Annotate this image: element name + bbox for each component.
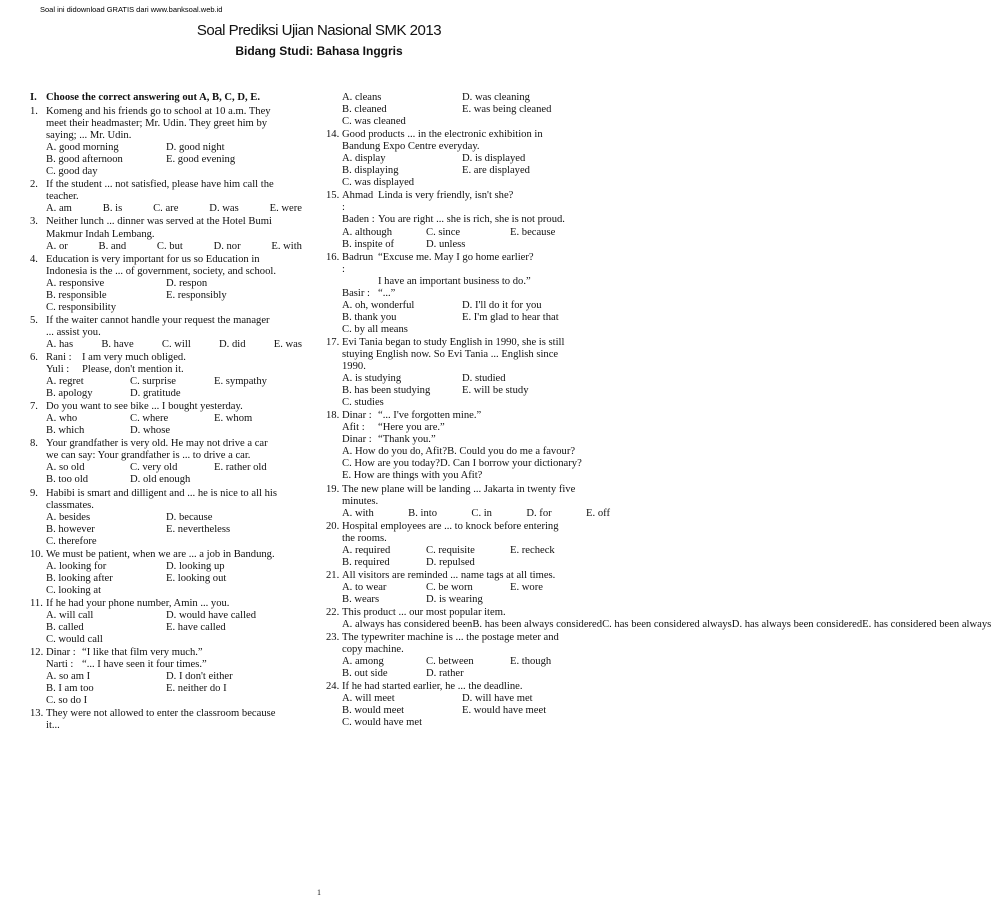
question-number: 22. xyxy=(326,606,340,618)
question-stem-line: 1990. xyxy=(342,361,366,373)
page-title: Soal Prediksi Ujian Nasional SMK 2013 xyxy=(196,22,442,39)
question-item xyxy=(326,129,610,189)
answer-options xyxy=(342,545,610,569)
question-body xyxy=(46,708,302,732)
question-item xyxy=(326,484,610,520)
answer-option: A. display xyxy=(342,153,386,165)
dialog-line: I am very much obliged. xyxy=(82,351,186,363)
answer-options xyxy=(46,512,302,548)
right-column xyxy=(326,92,991,730)
answer-option: E. sympathy xyxy=(214,376,267,388)
answer-options xyxy=(342,153,610,189)
dialog-speaker: Narti : xyxy=(46,659,74,671)
dialog-speaker: Badrun : xyxy=(342,251,374,275)
answer-options xyxy=(46,278,302,314)
answer-option: E. was xyxy=(273,338,302,350)
answer-option: A. oh, wonderful xyxy=(342,299,415,311)
question-number: 9. xyxy=(30,487,38,499)
answer-option: E. looking out xyxy=(166,572,227,584)
question-number: 5. xyxy=(30,314,38,326)
answer-option: A. responsive xyxy=(46,277,105,289)
answer-option: D. did xyxy=(219,338,246,350)
answer-options xyxy=(46,339,302,351)
question-body xyxy=(46,549,302,597)
answer-option: B. required xyxy=(342,556,390,568)
answer-option: D. for xyxy=(526,507,552,519)
question-item xyxy=(326,632,610,680)
dialog-line: “Here you are.” xyxy=(378,422,445,434)
answer-option: C. studies xyxy=(342,397,384,409)
answer-option: B. have xyxy=(101,338,134,350)
question-stem-line: Makmur Indah Lembang. xyxy=(46,228,155,240)
question-stem-line: They were not allowed to enter the classroom because xyxy=(46,708,276,720)
answer-option: A. will call xyxy=(46,609,94,621)
answer-option: B. and xyxy=(98,240,127,252)
question-item xyxy=(30,216,302,252)
dialog xyxy=(342,410,610,446)
answer-option: C. between xyxy=(426,656,474,668)
dialog-line: “Thank you.” xyxy=(378,434,436,446)
dialog-speaker: Basir : xyxy=(342,287,370,299)
question-item xyxy=(30,598,302,646)
answer-option: B. out side xyxy=(342,668,388,680)
question-number: 13. xyxy=(30,708,44,720)
answer-option: C. since xyxy=(426,226,461,238)
question-stem-line: Komeng and his friends go to school at 10 a.m. They xyxy=(46,106,271,118)
question-body xyxy=(342,484,610,520)
answer-option: B. too old xyxy=(46,474,89,486)
answer-option: B. however xyxy=(46,523,95,535)
answer-option: A. How do you do, Afit? xyxy=(342,446,448,458)
question-number: 2. xyxy=(30,179,38,191)
question-stem-line: The new plane will be landing ... Jakarta in twenty five xyxy=(342,483,576,495)
question-item xyxy=(326,410,610,482)
answer-options xyxy=(46,462,302,486)
answer-options xyxy=(342,446,610,482)
question-number: 16. xyxy=(326,251,340,263)
answer-option: E. with xyxy=(271,240,302,252)
answer-option: C. will xyxy=(161,338,191,350)
answer-option: E. have called xyxy=(166,622,226,634)
answer-option: B. is xyxy=(102,203,123,215)
question-body xyxy=(342,410,610,482)
answer-option: B. wears xyxy=(342,593,380,605)
question-body xyxy=(46,315,302,351)
answer-option: B. looking after xyxy=(46,572,113,584)
answer-option xyxy=(510,594,610,606)
answer-option: D. studied xyxy=(462,373,506,385)
left-column xyxy=(30,92,302,733)
answer-option: A. always has considered been xyxy=(342,619,473,631)
page-subtitle: Bidang Studi: Bahasa Inggris xyxy=(235,44,403,58)
question-item xyxy=(30,315,302,351)
dialog-line: Please, don't mention it. xyxy=(82,364,184,376)
question-number: 15. xyxy=(326,190,340,202)
answer-option: A. required xyxy=(342,544,391,556)
question-stem-line: The typewriter machine is ... the postage meter and xyxy=(342,632,559,644)
dialog-line: “I like that film very much.” xyxy=(82,647,203,659)
question-stem-line: Habibi is smart and dilligent and ... he is nice to all his xyxy=(46,487,277,499)
answer-options xyxy=(342,508,610,520)
question-stem-line: Neither lunch ... dinner was served at the Hotel Bumi xyxy=(46,216,272,228)
answer-option: D. Can I borrow your dictionary? xyxy=(439,458,582,470)
dialog xyxy=(46,352,302,376)
answer-option: C. would have met xyxy=(342,717,423,729)
question-item xyxy=(30,254,302,314)
answer-option: B. apology xyxy=(46,388,93,400)
answer-option: A. looking for xyxy=(46,560,107,572)
question-item xyxy=(326,92,610,128)
question-item xyxy=(326,521,610,569)
question-body xyxy=(46,179,302,215)
answer-option: A. cleans xyxy=(342,92,382,103)
question-stem-line: If the student ... not satisfied, please have him call the xyxy=(46,179,274,191)
question-stem-line: ... assist you. xyxy=(46,326,101,338)
answer-option: D. looking up xyxy=(166,560,225,572)
answer-option: E. because xyxy=(510,226,556,238)
question-stem-line: Hospital employees are ... to knock before entering xyxy=(342,520,559,532)
answer-option: B. displaying xyxy=(342,165,399,177)
answer-option: A. or xyxy=(46,240,68,252)
answer-option: E. was being cleaned xyxy=(462,104,552,116)
answer-option: C. are xyxy=(153,203,179,215)
answer-option: D. nor xyxy=(213,240,241,252)
answer-option: B. called xyxy=(46,622,84,634)
answer-options xyxy=(46,241,302,253)
answer-option: C. was cleaned xyxy=(342,116,406,128)
question-item xyxy=(30,106,302,178)
answer-option: E. responsibly xyxy=(166,289,227,301)
answer-option: D. old enough xyxy=(130,474,191,486)
answer-option: A. will meet xyxy=(342,693,395,705)
question-stem-line: Good products ... in the electronic exhibition in xyxy=(342,129,543,141)
answer-option: D. whose xyxy=(130,425,171,437)
answer-option: D. will have met xyxy=(462,693,533,705)
answer-option: A. among xyxy=(342,656,384,668)
answer-option: E. has considered been always xyxy=(862,619,991,631)
answer-option: C. requisite xyxy=(426,544,475,556)
question-number: 4. xyxy=(30,253,38,265)
answer-options xyxy=(342,656,610,680)
answer-option: B. would meet xyxy=(342,705,405,717)
answer-option: A. although xyxy=(342,226,393,238)
answer-options xyxy=(342,693,610,729)
question-body xyxy=(46,401,302,437)
question-stem-line: Do you want to see bike ... I bought yesterday. xyxy=(46,401,243,413)
dialog-speaker: Yuli : xyxy=(46,364,70,376)
answer-options xyxy=(46,561,302,597)
question-body xyxy=(342,252,610,336)
question-body xyxy=(342,129,610,189)
question-body xyxy=(342,92,610,128)
answer-option: C. be worn xyxy=(426,581,473,593)
answer-option: A. am xyxy=(46,203,72,215)
question-stem-line: we can say: Your grandfather is ... to drive a car. xyxy=(46,450,251,462)
question-stem-line: it... xyxy=(46,720,60,732)
question-item xyxy=(326,681,610,729)
question-body xyxy=(342,570,610,606)
answer-option: C. very old xyxy=(130,462,178,474)
answer-options xyxy=(46,671,302,707)
question-stem-line: Indonesia is the ... of government, society, and school. xyxy=(46,265,276,277)
question-body xyxy=(46,106,302,178)
answer-option: C. has been considered always xyxy=(602,619,732,631)
question-number: 10. xyxy=(30,548,44,560)
answer-option: E. nevertheless xyxy=(166,523,231,535)
question-number: 24. xyxy=(326,681,340,693)
question-number: 12. xyxy=(30,647,44,659)
dialog xyxy=(342,190,610,226)
answer-option: A. with xyxy=(342,507,374,519)
answer-option: D. has always been considered xyxy=(731,619,863,631)
dialog-speaker: Afit : xyxy=(342,422,365,434)
answer-options xyxy=(46,610,302,646)
dialog-speaker: Rani : xyxy=(46,351,72,363)
answer-option: A. good morning xyxy=(46,142,119,154)
answer-option: D. was cleaning xyxy=(462,92,530,103)
answer-option: C. looking at xyxy=(46,584,102,596)
answer-option: E. whom xyxy=(214,413,253,425)
question-stem-line: All visitors are reminded ... name tags at all times. xyxy=(342,569,556,581)
answer-option xyxy=(214,425,302,437)
question-stem-line: minutes. xyxy=(342,495,379,507)
answer-option: B. cleaned xyxy=(342,104,387,116)
answer-option: B. which xyxy=(46,425,85,437)
dialog xyxy=(46,647,302,671)
answer-option xyxy=(510,668,610,680)
answer-option xyxy=(510,557,610,569)
answer-option: E. though xyxy=(510,656,552,668)
answer-option: B. into xyxy=(408,507,437,519)
question-stem-line: saying; ... Mr. Udin. xyxy=(46,130,132,142)
section-number: I. xyxy=(30,92,37,103)
section-instruction: Choose the correct answering out A, B, C, D, E. xyxy=(46,92,261,103)
dialog-line: “... I've forgotten mine.” xyxy=(378,410,482,422)
question-item xyxy=(326,252,610,336)
question-stem-line: copy machine. xyxy=(342,644,404,656)
question-item xyxy=(30,179,302,215)
question-number: 11. xyxy=(30,597,43,609)
question-number: 23. xyxy=(326,632,340,644)
answer-option xyxy=(214,388,302,400)
dialog-line: Linda is very friendly, isn't she? xyxy=(378,190,514,202)
answer-option: B. I am too xyxy=(46,683,94,695)
question-item xyxy=(30,401,302,437)
question-item xyxy=(326,606,991,631)
answer-options xyxy=(342,227,610,251)
answer-option: A. so am I xyxy=(46,671,91,683)
section-header xyxy=(30,92,302,104)
answer-options xyxy=(46,413,302,437)
answer-option: A. to wear xyxy=(342,581,387,593)
question-number: 21. xyxy=(326,569,340,581)
answer-option: D. rather xyxy=(426,668,464,680)
answer-option: D. unless xyxy=(426,238,466,250)
dialog-speaker xyxy=(342,276,378,288)
answer-options xyxy=(46,142,302,178)
dialog-speaker: Ahmad : xyxy=(342,190,374,214)
answer-option: C. good day xyxy=(46,166,98,178)
question-stem-line: teacher. xyxy=(46,191,79,203)
answer-option: E. neither do I xyxy=(166,683,227,695)
answer-option: C. by all means xyxy=(342,323,408,335)
answer-option: D. is wearing xyxy=(426,593,483,605)
question-body xyxy=(46,352,302,400)
dialog-speaker: Baden : xyxy=(342,214,375,226)
question-stem-line: stuying English now. So Evi Tania ... English since xyxy=(342,348,559,360)
question-stem-line: the rooms. xyxy=(342,532,387,544)
answer-option: A. who xyxy=(46,413,78,425)
answer-option: A. besides xyxy=(46,511,91,523)
question-body xyxy=(342,190,610,250)
answer-option: A. regret xyxy=(46,376,84,388)
answer-option: C. would call xyxy=(46,634,103,646)
answer-options xyxy=(342,373,610,409)
question-body xyxy=(46,647,302,707)
answer-option: E. are displayed xyxy=(462,165,530,177)
dialog-line: I have an important business to do.” xyxy=(378,275,531,287)
answer-options xyxy=(46,203,302,215)
answer-option: C. How are you today? xyxy=(342,458,440,470)
question-number: 6. xyxy=(30,351,38,363)
answer-option: D. because xyxy=(166,511,213,523)
answer-option: E. recheck xyxy=(510,544,555,556)
dialog-speaker: Dinar : xyxy=(342,434,372,446)
dialog-line: “...” xyxy=(378,287,396,299)
dialog-speaker: Dinar : xyxy=(46,647,76,659)
answer-option: D. good night xyxy=(166,142,225,154)
answer-option: D. repulsed xyxy=(426,556,475,568)
question-item xyxy=(326,337,610,409)
answer-option: B. has been always considered xyxy=(472,619,603,631)
answer-option: E. would have meet xyxy=(462,705,547,717)
page-number: 1 xyxy=(317,888,321,897)
answer-option: A. has xyxy=(46,338,74,350)
answer-option: C. responsibility xyxy=(46,301,117,313)
question-number: 14. xyxy=(326,129,340,141)
answer-option: D. I'll do it for you xyxy=(462,299,542,311)
question-item xyxy=(326,570,610,606)
answer-option: D. respon xyxy=(166,277,208,289)
answer-option: D. was xyxy=(209,203,239,215)
question-stem-line: We must be patient, when we are ... a job in Bandung. xyxy=(46,548,275,560)
answer-options xyxy=(342,619,991,631)
question-number: 1. xyxy=(30,106,38,118)
question-stem-line: meet their headmaster; Mr. Udin. They greet him by xyxy=(46,118,268,130)
question-stem-line: If he had started earlier, he ... the deadline. xyxy=(342,681,523,693)
answer-option: C. but xyxy=(156,240,183,252)
question-item xyxy=(326,190,610,250)
question-number xyxy=(326,92,342,128)
question-stem-line: This product ... our most popular item. xyxy=(342,606,506,618)
answer-option: D. I don't either xyxy=(166,671,233,683)
answer-options xyxy=(342,92,610,128)
question-number: 19. xyxy=(326,483,340,495)
question-item xyxy=(30,647,302,707)
question-stem-line: Education is very important for us so Education in xyxy=(46,253,260,265)
question-body xyxy=(342,337,610,409)
answer-option: B. inspite of xyxy=(342,238,395,250)
question-number: 20. xyxy=(326,520,340,532)
question-body xyxy=(342,681,610,729)
answer-option: B. good afternoon xyxy=(46,154,123,166)
answer-option: A. is studying xyxy=(342,373,402,385)
answer-options xyxy=(46,376,302,400)
answer-option: C. in xyxy=(471,507,492,519)
question-number: 3. xyxy=(30,216,38,228)
question-stem-line: If he had your phone number, Amin ... you. xyxy=(46,597,230,609)
question-body xyxy=(46,254,302,314)
answer-option: E. off xyxy=(586,507,610,519)
answer-option xyxy=(510,239,610,251)
question-body xyxy=(342,521,610,569)
answer-option: D. is displayed xyxy=(462,153,526,165)
question-body xyxy=(46,598,302,646)
answer-option: C. where xyxy=(130,413,169,425)
answer-options xyxy=(342,300,610,336)
dialog-line: You are right ... she is rich, she is not proud. xyxy=(378,214,565,226)
source-note: Soal ini didownload GRATIS dari www.banksoal.web.id xyxy=(40,5,223,14)
question-number: 17. xyxy=(326,336,340,348)
dialog-line: “... I have seen it four times.” xyxy=(82,659,207,671)
answer-option: D. would have called xyxy=(166,609,257,621)
question-item xyxy=(30,549,302,597)
answer-option xyxy=(214,474,302,486)
question-item xyxy=(30,352,302,400)
question-stem-line: Bandung Expo Centre everyday. xyxy=(342,141,480,153)
answer-option: B. Could you do me a favour? xyxy=(447,446,576,458)
answer-option: B. thank you xyxy=(342,311,397,323)
answer-option: E. wore xyxy=(510,581,543,593)
question-item xyxy=(30,438,302,486)
question-stem-line: If the waiter cannot handle your request the manager xyxy=(46,314,270,326)
question-stem-line: Evi Tania began to study English in 1990, she is still xyxy=(342,336,565,348)
question-body xyxy=(46,216,302,252)
question-item xyxy=(30,488,302,548)
question-body xyxy=(342,607,991,631)
answer-option: D. gratitude xyxy=(130,388,181,400)
question-body xyxy=(46,488,302,548)
question-number: 7. xyxy=(30,401,38,413)
question-stem-line: Your grandfather is very old. He may not drive a car xyxy=(46,438,268,450)
answer-option: E. were xyxy=(269,203,302,215)
question-number: 8. xyxy=(30,438,38,450)
answer-option: E. rather old xyxy=(214,462,267,474)
question-item xyxy=(30,708,302,732)
answer-option: B. has been studying xyxy=(342,385,431,397)
answer-option: E. How are things with you Afit? xyxy=(342,470,483,482)
question-stem-line: classmates. xyxy=(46,499,94,511)
question-body xyxy=(342,632,610,680)
answer-option: C. therefore xyxy=(46,535,97,547)
answer-option: E. good evening xyxy=(166,154,236,166)
answer-option: A. so old xyxy=(46,462,85,474)
answer-option: C. so do I xyxy=(46,695,88,707)
answer-option: E. will be study xyxy=(462,385,529,397)
answer-options xyxy=(342,582,610,606)
answer-option: B. responsible xyxy=(46,289,107,301)
dialog-line: “Excuse me. May I go home earlier? xyxy=(378,251,534,263)
dialog xyxy=(342,252,610,300)
question-number: 18. xyxy=(326,410,340,422)
answer-option: C. surprise xyxy=(130,376,176,388)
answer-option: C. was displayed xyxy=(342,177,415,189)
question-body xyxy=(46,438,302,486)
answer-option: E. I'm glad to hear that xyxy=(462,311,559,323)
dialog-speaker: Dinar : xyxy=(342,410,372,422)
